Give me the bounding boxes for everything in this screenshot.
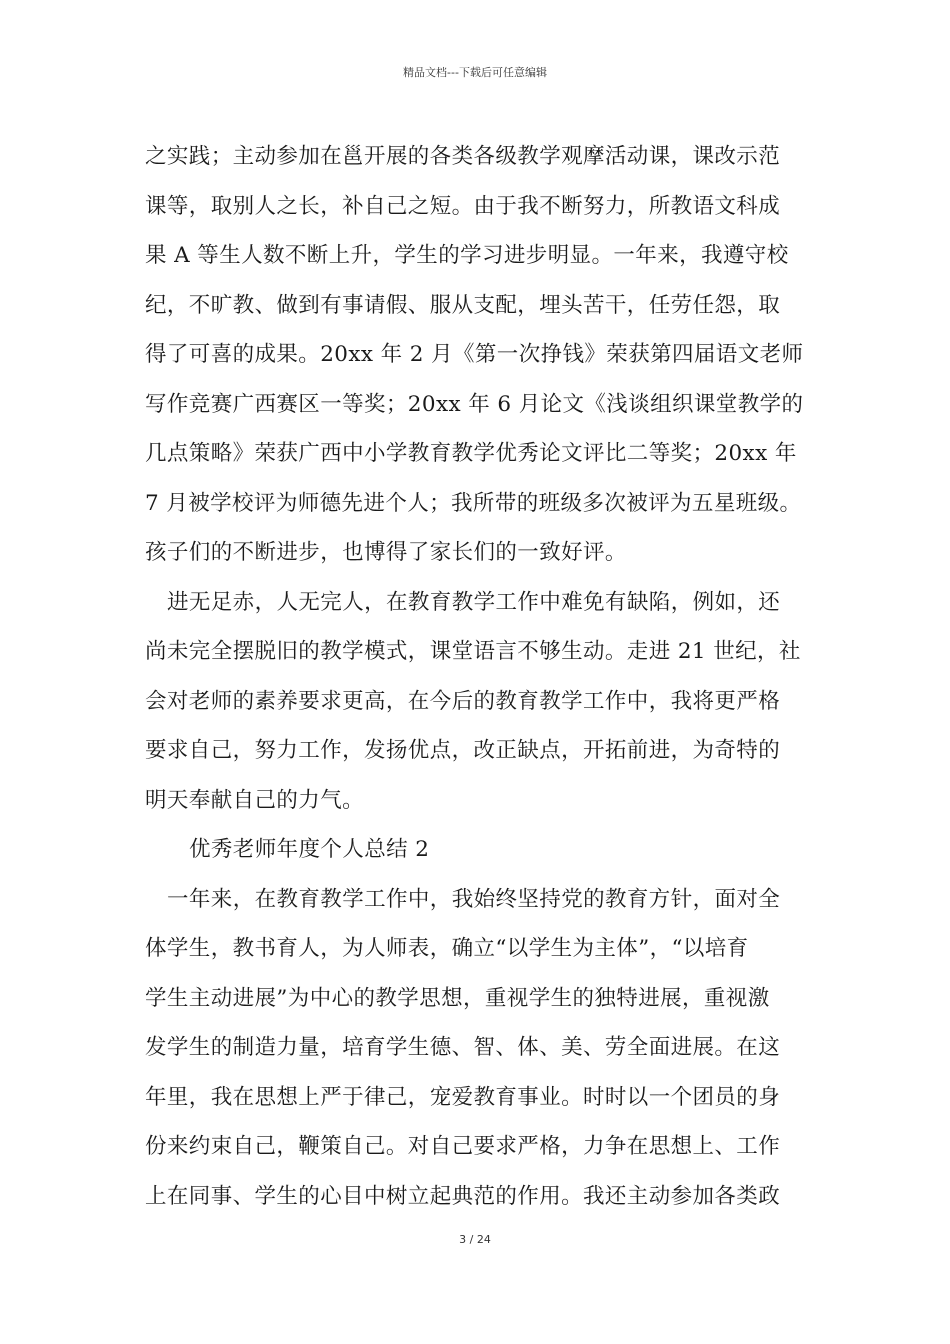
body-line: 孩子们的不断进步，也博得了家长们的一致好评。: [145, 540, 627, 565]
body-line: 写作竞赛广西赛区一等奖；20xx 年 6 月论文《浅谈组织课堂教学的: [145, 391, 804, 417]
body-line: 学生主动进展”为中心的教学思想，重视学生的独特进展，重视激: [145, 985, 770, 1011]
body-line: 之实践；主动参加在邕开展的各类各级教学观摩活动课，课改示范: [145, 144, 781, 169]
body-line: 果 A 等生人数不断上升，学生的学习进步明显。一年来，我遵守校: [145, 243, 789, 268]
body-line: 份来约束自己，鞭策自己。对自己要求严格，力争在思想上、工作: [145, 1134, 781, 1159]
body-line: 年里，我在思想上严于律己，宠爱教育事业。时时以一个团员的身: [145, 1084, 781, 1110]
body-line: 要求自己，努力工作，发扬优点，改正缺点，开拓前进，为奇特的: [145, 738, 781, 763]
paragraph-start-line: 进无足赤，人无完人，在教育教学工作中难免有缺陷，例如，还: [167, 589, 781, 615]
body-line: 纪，不旷教、做到有事请假、服从支配，埋头苦干，任劳任怨，取: [145, 292, 781, 318]
body-line: 7 月被学校评为师德先进个人；我所带的班级多次被评为五星班级。: [145, 490, 802, 516]
body-line: 明天奉献自己的力气。: [145, 787, 365, 813]
paragraph-start-line: 一年来，在教育教学工作中，我始终坚持党的教育方针，面对全: [167, 886, 781, 912]
body-line: 上在同事、学生的心目中树立起典范的作用。我还主动参加各类政: [145, 1183, 781, 1209]
document-body: [145, 132, 817, 1221]
page-number: 3 / 24: [459, 1233, 491, 1246]
body-line: 几点策略》荣获广西中小学教育教学优秀论文评比二等奖；20xx 年: [145, 441, 797, 466]
body-line: 得了可喜的成果。20xx 年 2 月《第一次挣钱》荣获第四届语文老师: [145, 342, 804, 367]
body-line: 发学生的制造力量，培育学生德、智、体、美、劳全面进展。在这: [145, 1035, 781, 1060]
section-heading: 优秀老师年度个人总结 2: [189, 837, 430, 862]
page-header: 精品文档---下载后可任意编辑: [403, 66, 547, 79]
body-line: 课等，取别人之长，补自己之短。由于我不断努力，所教语文科成: [145, 193, 781, 219]
body-line: 尚未完全摆脱旧的教学模式，课堂语言不够生动。走进 21 世纪，社: [145, 639, 801, 664]
body-line: 会对老师的素养要求更高，在今后的教育教学工作中，我将更严格: [145, 688, 781, 714]
body-line: 体学生，教书育人，为人师表，确立“以学生为主体”，“以培育: [145, 936, 749, 961]
